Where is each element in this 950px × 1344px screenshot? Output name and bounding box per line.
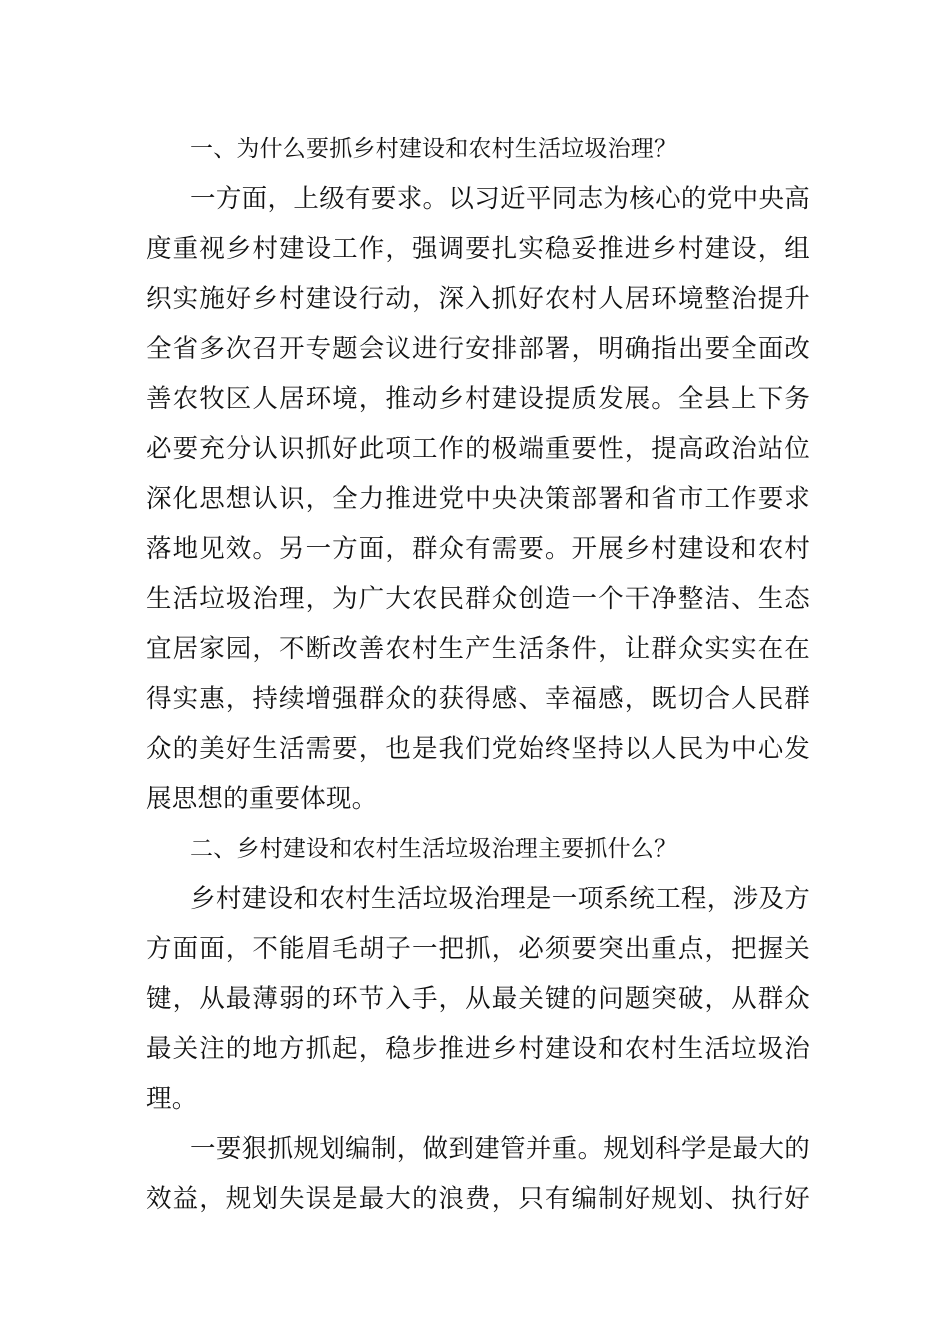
paragraph-2 — [146, 874, 810, 1124]
section-heading-2: 二、乡村建设和农村生活垃圾治理主要抓什么？ — [190, 836, 678, 862]
paragraph-line: 必要充分认识抓好此项工作的极端重要性，提高政治站位 — [146, 434, 810, 464]
paragraph-line: 众的美好生活需要，也是我们党始终坚持以人民为中心发 — [146, 734, 810, 764]
paragraph-line: 效益，规划失误是最大的浪费，只有编制好规划、执行好 — [146, 1184, 810, 1214]
paragraph-line: 展思想的重要体现。 — [146, 784, 378, 814]
paragraph-line: 理。 — [146, 1084, 198, 1114]
paragraph-line: 最关注的地方抓起，稳步推进乡村建设和农村生活垃圾治 — [146, 1034, 810, 1064]
paragraph-line: 宜居家园，不断改善农村生产生活条件，让群众实实在在 — [146, 634, 810, 664]
section-heading-1: 一、为什么要抓乡村建设和农村生活垃圾治理？ — [190, 136, 678, 162]
paragraph-line: 善农牧区人居环境，推动乡村建设提质发展。全县上下务 — [146, 384, 810, 414]
paragraph-line: 落地见效。另一方面，群众有需要。开展乡村建设和农村 — [146, 534, 810, 564]
paragraph-line: 得实惠，持续增强群众的获得感、幸福感，既切合人民群 — [146, 684, 810, 714]
paragraph-line: 全省多次召开专题会议进行安排部署，明确指出要全面改 — [146, 334, 810, 364]
paragraph-line: 键，从最薄弱的环节入手，从最关键的问题突破，从群众 — [146, 984, 810, 1014]
paragraph-line: 一要狠抓规划编制，做到建管并重。规划科学是最大的 — [190, 1134, 810, 1164]
paragraph-line: 方面面，不能眉毛胡子一把抓，必须要突出重点，把握关 — [146, 934, 810, 964]
paragraph-line: 生活垃圾治理，为广大农民群众创造一个干净整洁、生态 — [146, 584, 810, 614]
paragraph-line: 一方面，上级有要求。以习近平同志为核心的党中央高 — [190, 184, 810, 214]
paragraph-line: 深化思想认识，全力推进党中央决策部署和省市工作要求 — [146, 484, 810, 514]
paragraph-1 — [146, 174, 810, 824]
document-body — [146, 124, 810, 1224]
paragraph-line: 度重视乡村建设工作，强调要扎实稳妥推进乡村建设，组 — [146, 234, 810, 264]
paragraph-line: 乡村建设和农村生活垃圾治理是一项系统工程，涉及方 — [190, 884, 810, 914]
paragraph-line: 织实施好乡村建设行动，深入抓好农村人居环境整治提升 — [146, 284, 810, 314]
paragraph-3 — [146, 1124, 810, 1224]
